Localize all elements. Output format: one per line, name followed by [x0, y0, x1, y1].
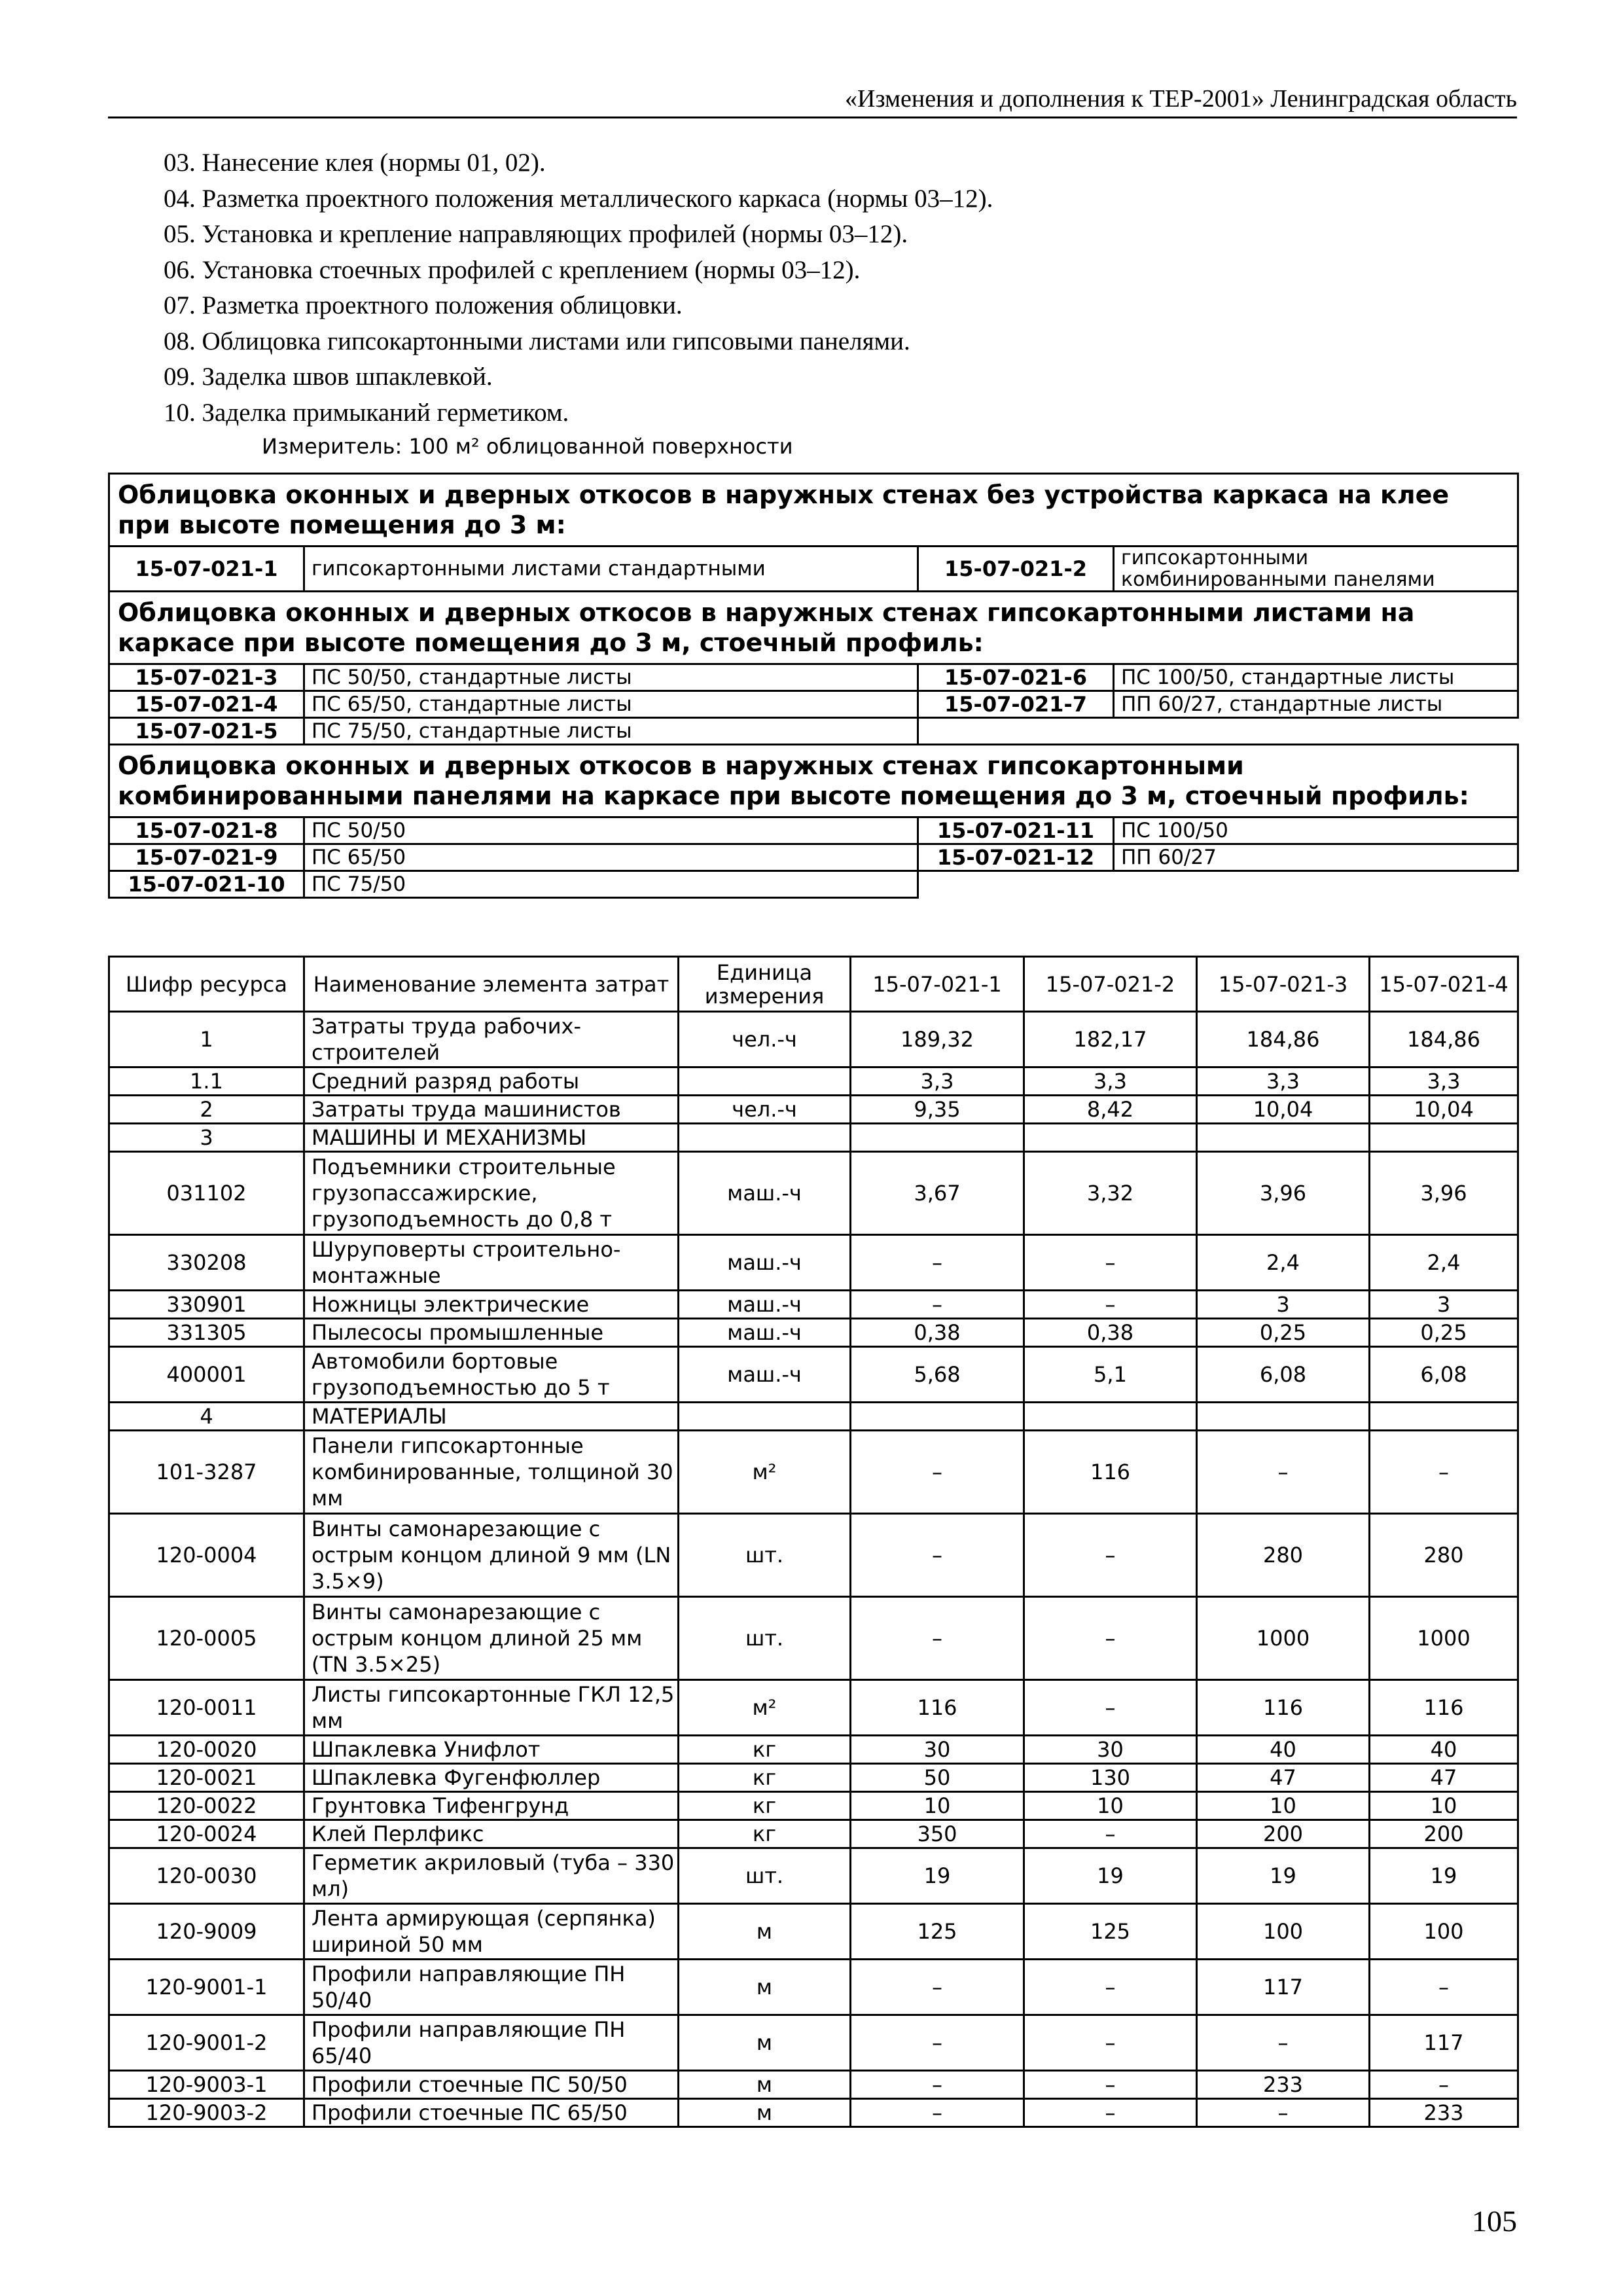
resource-name: Панели гипсокартонные комбинированные, толщиной 30 мм: [304, 1431, 679, 1514]
norm-code: 15-07-021-3: [109, 664, 304, 691]
norm-value: 3,3: [851, 1067, 1024, 1096]
table-row: [109, 1514, 1518, 1597]
norm-value: 3,32: [1024, 1152, 1197, 1235]
norm-value: 6,08: [1370, 1347, 1518, 1403]
norm-value: 116: [851, 1680, 1024, 1736]
table-row: [109, 1764, 1518, 1792]
table-row: [109, 1904, 1518, 1960]
norm-description: ПС 50/50: [304, 817, 918, 844]
table-row: [109, 1960, 1518, 2015]
resource-code: 120-9001-2: [109, 2015, 304, 2071]
resource-code: 120-0011: [109, 1680, 304, 1736]
norm-value: [1370, 1403, 1518, 1431]
resource-name: Профили направляющие ПН 50/40: [304, 1960, 679, 2015]
norm-value: –: [1197, 1431, 1370, 1514]
norm-value: –: [1370, 1431, 1518, 1514]
column-header: Шифр ресурса: [109, 957, 304, 1012]
resource-name: Грунтовка Тифенгрунд: [304, 1792, 679, 1820]
norm-value: –: [1024, 1960, 1197, 2015]
table-row: [109, 1597, 1518, 1680]
norm-group-heading: Облицовка оконных и дверных откосов в наружных стенах гипсокартонными комбинированными панелями на каркасе при высоте помещения до 3 м, стоечный профиль:: [109, 745, 1518, 817]
norm-value: 40: [1370, 1736, 1518, 1764]
empty-cell: [918, 718, 1518, 745]
resource-name: Клей Перлфикс: [304, 1820, 679, 1848]
table-row: [109, 1152, 1518, 1235]
table-row: [109, 1431, 1518, 1514]
resource-unit: шт.: [679, 1514, 851, 1597]
resource-code: 331305: [109, 1319, 304, 1347]
norm-value: –: [1024, 2099, 1197, 2127]
norm-value: 116: [1024, 1431, 1197, 1514]
resource-code: 120-0020: [109, 1736, 304, 1764]
norm-code: 15-07-021-7: [918, 691, 1114, 718]
norm-code: 15-07-021-6: [918, 664, 1114, 691]
norm-value: 3,3: [1370, 1067, 1518, 1096]
work-step: 08. Облицовка гипсокартонными листами или гипсовыми панелями.: [164, 327, 910, 355]
norm-description: ПС 100/50: [1114, 817, 1518, 844]
norm-value: 182,17: [1024, 1012, 1197, 1067]
resource-name: Шпаклевка Унифлот: [304, 1736, 679, 1764]
resource-name: Профили стоечные ПС 50/50: [304, 2071, 679, 2099]
table-row: [109, 2099, 1518, 2127]
resource-unit: чел.-ч: [679, 1096, 851, 1124]
resource-unit: маш.-ч: [679, 1347, 851, 1403]
work-step: 04. Разметка проектного положения металлического каркаса (нормы 03–12).: [164, 184, 993, 213]
resource-code: 330901: [109, 1291, 304, 1319]
norm-value: –: [851, 1960, 1024, 2015]
norm-value: 19: [1370, 1848, 1518, 1904]
norm-description: ПС 65/50: [304, 844, 918, 871]
norm-value: –: [1370, 1960, 1518, 2015]
resource-unit: маш.-ч: [679, 1152, 851, 1235]
norm-value: 280: [1197, 1514, 1370, 1597]
resource-table: [108, 956, 1519, 2128]
norm-value: [1370, 1124, 1518, 1152]
resource-code: 2: [109, 1096, 304, 1124]
page-number: 105: [1472, 2204, 1517, 2238]
table-row: [109, 1012, 1518, 1067]
table-row: [109, 1124, 1518, 1152]
work-step: 09. Заделка швов шпаклевкой.: [164, 363, 493, 391]
resource-name: Профили стоечные ПС 65/50: [304, 2099, 679, 2127]
norm-value: 3,3: [1197, 1067, 1370, 1096]
resource-name: Средний разряд работы: [304, 1067, 679, 1096]
norm-value: 117: [1197, 1960, 1370, 2015]
norm-code: 15-07-021-10: [109, 871, 304, 898]
table-row: [109, 2015, 1518, 2071]
norm-value: 0,38: [1024, 1319, 1197, 1347]
work-step: 10. Заделка примыканий герметиком.: [164, 398, 569, 427]
norm-description: ПС 75/50, стандартные листы: [304, 718, 918, 745]
resource-table-header: [109, 957, 1518, 1012]
norm-value: –: [851, 2071, 1024, 2099]
norm-value: –: [851, 1235, 1024, 1291]
norm-value: [851, 1124, 1024, 1152]
norm-code: 15-07-021-4: [109, 691, 304, 718]
resource-unit: кг: [679, 1820, 851, 1848]
norm-value: 2,4: [1370, 1235, 1518, 1291]
resource-code: 120-0022: [109, 1792, 304, 1820]
norm-value: –: [851, 1431, 1024, 1514]
resource-unit: м: [679, 2071, 851, 2099]
norm-description: ПС 65/50, стандартные листы: [304, 691, 918, 718]
resource-unit: [679, 1403, 851, 1431]
norms-index-table: [108, 473, 1519, 899]
table-row: [109, 2071, 1518, 2099]
resource-name: Листы гипсокартонные ГКЛ 12,5 мм: [304, 1680, 679, 1736]
norm-value: –: [1024, 2015, 1197, 2071]
resource-code: 1.1: [109, 1067, 304, 1096]
resource-code: 031102: [109, 1152, 304, 1235]
table-row: [109, 1096, 1518, 1124]
norm-value: –: [851, 2015, 1024, 2071]
table-row: [109, 1820, 1518, 1848]
resource-name: Винты самонарезающие с острым концом длиной 25 мм (TN 3.5×25): [304, 1597, 679, 1680]
norm-code: 15-07-021-2: [918, 547, 1114, 592]
work-step: 06. Установка стоечных профилей с креплением (нормы 03–12).: [164, 255, 861, 284]
norm-description: гипсокартонными листами стандартными: [304, 547, 918, 592]
resource-code: 120-9003-2: [109, 2099, 304, 2127]
norm-code: 15-07-021-9: [109, 844, 304, 871]
norm-value: 10,04: [1197, 1096, 1370, 1124]
resource-name: Винты самонарезающие с острым концом длиной 9 мм (LN 3.5×9): [304, 1514, 679, 1597]
column-header: 15-07-021-1: [851, 957, 1024, 1012]
norm-description: ПП 60/27: [1114, 844, 1518, 871]
norm-value: 100: [1370, 1904, 1518, 1960]
norm-value: 116: [1197, 1680, 1370, 1736]
norm-value: [1024, 1403, 1197, 1431]
resource-unit: м: [679, 2099, 851, 2127]
resource-name: Профили направляющие ПН 65/40: [304, 2015, 679, 2071]
column-header: 15-07-021-4: [1370, 957, 1518, 1012]
norm-value: [1197, 1124, 1370, 1152]
resource-unit: шт.: [679, 1848, 851, 1904]
resource-name: МАТЕРИАЛЫ: [304, 1403, 679, 1431]
resource-code: 400001: [109, 1347, 304, 1403]
norm-value: 10: [851, 1792, 1024, 1820]
norm-value: –: [1024, 1291, 1197, 1319]
norm-value: 0,25: [1197, 1319, 1370, 1347]
measure-unit: Измеритель: 100 м² облицованной поверхности: [262, 434, 793, 459]
resource-unit: кг: [679, 1792, 851, 1820]
resource-code: 120-0030: [109, 1848, 304, 1904]
norm-value: 8,42: [1024, 1096, 1197, 1124]
work-steps-list: [164, 145, 1512, 431]
resource-name: Шуруповерты строительно-монтажные: [304, 1235, 679, 1291]
norm-value: 10,04: [1370, 1096, 1518, 1124]
table-row: [109, 1680, 1518, 1736]
norm-value: 200: [1370, 1820, 1518, 1848]
norm-value: 19: [851, 1848, 1024, 1904]
norm-value: –: [851, 1291, 1024, 1319]
resource-code: 120-0005: [109, 1597, 304, 1680]
norm-value: 6,08: [1197, 1347, 1370, 1403]
norm-value: 117: [1370, 2015, 1518, 2071]
norm-description: ПС 75/50: [304, 871, 918, 898]
norm-value: 100: [1197, 1904, 1370, 1960]
norm-value: 30: [851, 1736, 1024, 1764]
norm-value: 1000: [1197, 1597, 1370, 1680]
norm-value: –: [1197, 2099, 1370, 2127]
norm-description: гипсокартонными комбинированными панелями: [1114, 547, 1518, 592]
norm-value: –: [851, 1514, 1024, 1597]
resource-unit: маш.-ч: [679, 1291, 851, 1319]
norm-value: 116: [1370, 1680, 1518, 1736]
norm-value: 9,35: [851, 1096, 1024, 1124]
norm-value: 3: [1370, 1291, 1518, 1319]
norm-value: 125: [1024, 1904, 1197, 1960]
norm-value: 3,3: [1024, 1067, 1197, 1096]
work-step: 03. Нанесение клея (нормы 01, 02).: [164, 149, 546, 177]
resource-code: 101-3287: [109, 1431, 304, 1514]
norm-value: –: [1197, 2015, 1370, 2071]
norm-value: 3,67: [851, 1152, 1024, 1235]
norm-value: 19: [1024, 1848, 1197, 1904]
norm-value: 10: [1370, 1792, 1518, 1820]
norm-value: 233: [1197, 2071, 1370, 2099]
norm-value: [1024, 1124, 1197, 1152]
table-row: [109, 1736, 1518, 1764]
norm-code: 15-07-021-1: [109, 547, 304, 592]
resource-name: Лента армирующая (серпянка) шириной 50 мм: [304, 1904, 679, 1960]
norm-value: –: [851, 2099, 1024, 2127]
norm-value: 0,25: [1370, 1319, 1518, 1347]
norm-value: 40: [1197, 1736, 1370, 1764]
norm-code: 15-07-021-11: [918, 817, 1114, 844]
norm-value: 5,1: [1024, 1347, 1197, 1403]
norm-value: –: [1024, 1235, 1197, 1291]
resource-unit: чел.-ч: [679, 1012, 851, 1067]
empty-cell: [918, 871, 1518, 898]
resource-unit: м: [679, 1960, 851, 2015]
resource-unit: маш.-ч: [679, 1235, 851, 1291]
norm-value: 30: [1024, 1736, 1197, 1764]
norm-description: ПС 50/50, стандартные листы: [304, 664, 918, 691]
resource-unit: м: [679, 1904, 851, 1960]
resource-unit: м²: [679, 1431, 851, 1514]
resource-name: Шпаклевка Фугенфюллер: [304, 1764, 679, 1792]
resource-code: 120-9001-1: [109, 1960, 304, 2015]
norm-code: 15-07-021-5: [109, 718, 304, 745]
norm-value: 19: [1197, 1848, 1370, 1904]
column-header: Единица измерения: [679, 957, 851, 1012]
norm-value: 189,32: [851, 1012, 1024, 1067]
resource-unit: маш.-ч: [679, 1319, 851, 1347]
work-step: 07. Разметка проектного положения облицовки.: [164, 291, 683, 319]
resource-unit: м²: [679, 1680, 851, 1736]
column-header: 15-07-021-3: [1197, 957, 1370, 1012]
resource-code: 4: [109, 1403, 304, 1431]
norm-value: 233: [1370, 2099, 1518, 2127]
norm-value: 5,68: [851, 1347, 1024, 1403]
norm-value: 47: [1370, 1764, 1518, 1792]
resource-code: 120-9003-1: [109, 2071, 304, 2099]
norm-value: [1197, 1403, 1370, 1431]
norm-value: 184,86: [1370, 1012, 1518, 1067]
resource-code: 3: [109, 1124, 304, 1152]
table-row: [109, 1067, 1518, 1096]
resource-code: 330208: [109, 1235, 304, 1291]
norm-value: –: [1024, 1597, 1197, 1680]
norm-value: 184,86: [1197, 1012, 1370, 1067]
norm-value: 2,4: [1197, 1235, 1370, 1291]
table-row: [109, 1792, 1518, 1820]
norm-description: ПП 60/27, стандартные листы: [1114, 691, 1518, 718]
running-header: «Изменения и дополнения к ТЕР-2001» Ленинградская область: [108, 84, 1517, 118]
norm-code: 15-07-021-12: [918, 844, 1114, 871]
resource-name: МАШИНЫ И МЕХАНИЗМЫ: [304, 1124, 679, 1152]
resource-name: Герметик акриловый (туба – 330 мл): [304, 1848, 679, 1904]
norm-value: 0,38: [851, 1319, 1024, 1347]
norm-description: ПС 100/50, стандартные листы: [1114, 664, 1518, 691]
resource-code: 120-0004: [109, 1514, 304, 1597]
table-row: [109, 1403, 1518, 1431]
norm-value: 1000: [1370, 1597, 1518, 1680]
resource-name: Ножницы электрические: [304, 1291, 679, 1319]
norm-value: –: [1024, 2071, 1197, 2099]
norm-value: 47: [1197, 1764, 1370, 1792]
norm-value: 10: [1024, 1792, 1197, 1820]
norm-value: 3: [1197, 1291, 1370, 1319]
norm-group-heading: Облицовка оконных и дверных откосов в наружных стенах без устройства каркаса на клее при высоте помещения до 3 м:: [109, 474, 1518, 547]
resource-name: Автомобили бортовые грузоподъемностью до 5 т: [304, 1347, 679, 1403]
norm-value: 3,96: [1370, 1152, 1518, 1235]
norm-value: [851, 1403, 1024, 1431]
resource-name: Затраты труда машинистов: [304, 1096, 679, 1124]
norm-value: –: [851, 1597, 1024, 1680]
resource-name: Пылесосы промышленные: [304, 1319, 679, 1347]
resource-unit: м: [679, 2015, 851, 2071]
resource-unit: кг: [679, 1764, 851, 1792]
norm-value: 350: [851, 1820, 1024, 1848]
table-row: [109, 1235, 1518, 1291]
resource-code: 120-0024: [109, 1820, 304, 1848]
norm-code: 15-07-021-8: [109, 817, 304, 844]
norm-group-heading: Облицовка оконных и дверных откосов в наружных стенах гипсокартонными листами на каркасе при высоте помещения до 3 м, стоечный профиль:: [109, 592, 1518, 664]
norm-value: –: [1024, 1514, 1197, 1597]
resource-unit: кг: [679, 1736, 851, 1764]
resource-unit: шт.: [679, 1597, 851, 1680]
norm-value: 10: [1197, 1792, 1370, 1820]
norm-value: 130: [1024, 1764, 1197, 1792]
table-row: [109, 1347, 1518, 1403]
norm-value: –: [1024, 1820, 1197, 1848]
norm-value: 50: [851, 1764, 1024, 1792]
resource-code: 1: [109, 1012, 304, 1067]
norm-value: 125: [851, 1904, 1024, 1960]
work-step: 05. Установка и крепление направляющих профилей (нормы 03–12).: [164, 220, 908, 248]
resource-unit: [679, 1124, 851, 1152]
norm-value: 280: [1370, 1514, 1518, 1597]
table-row: [109, 1291, 1518, 1319]
norm-value: 200: [1197, 1820, 1370, 1848]
norm-value: –: [1024, 1680, 1197, 1736]
table-row: [109, 1319, 1518, 1347]
norm-value: –: [1370, 2071, 1518, 2099]
resource-code: 120-0021: [109, 1764, 304, 1792]
resource-name: Затраты труда рабочих-строителей: [304, 1012, 679, 1067]
resource-name: Подъемники строительные грузопассажирские, грузоподъемность до 0,8 т: [304, 1152, 679, 1235]
table-row: [109, 1848, 1518, 1904]
resource-unit: [679, 1067, 851, 1096]
resource-code: 120-9009: [109, 1904, 304, 1960]
column-header: 15-07-021-2: [1024, 957, 1197, 1012]
column-header: Наименование элемента затрат: [304, 957, 679, 1012]
norm-value: 3,96: [1197, 1152, 1370, 1235]
